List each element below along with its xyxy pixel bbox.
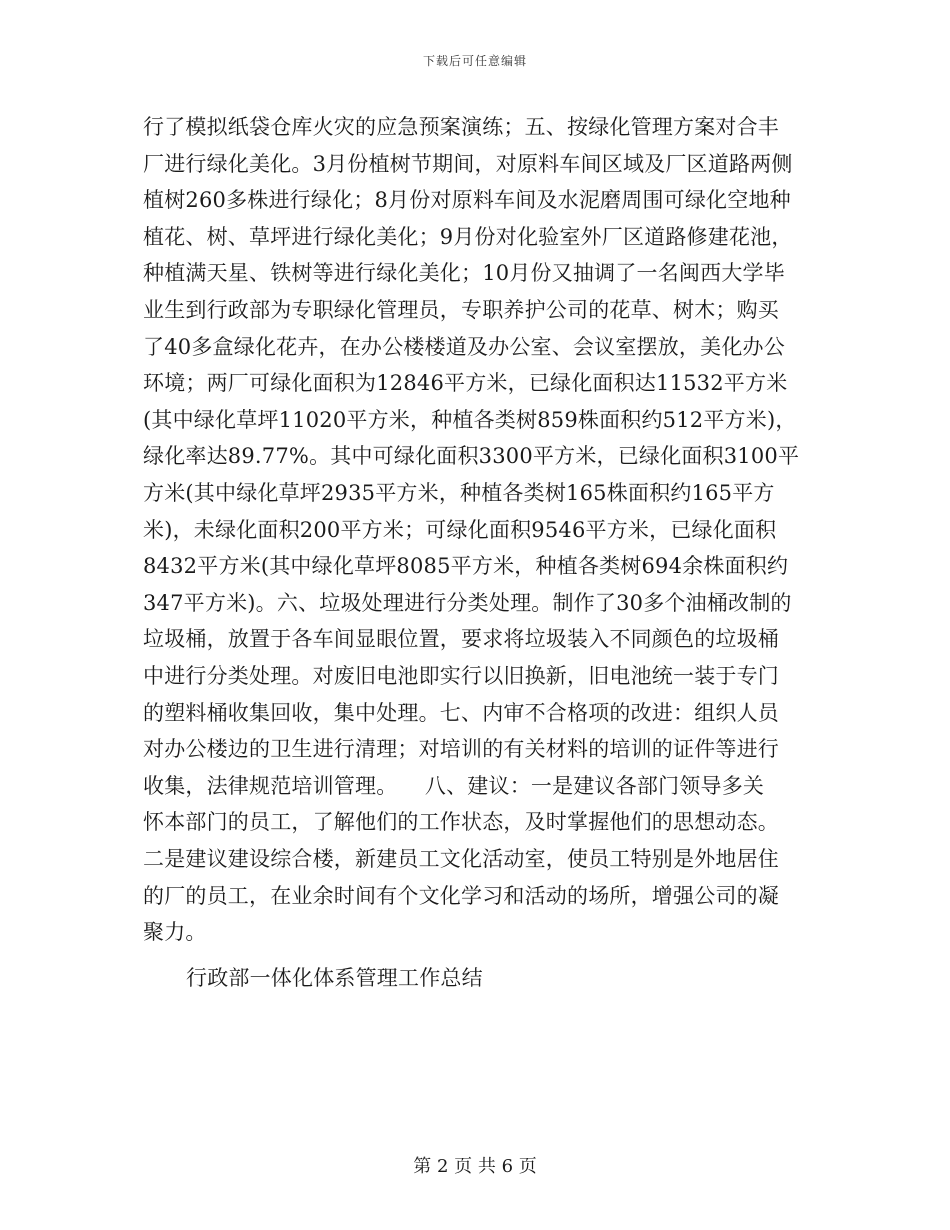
body-line: 二是建议建设综合楼，新建员工文化活动室，使员工特别是外地居住 — [143, 847, 779, 871]
page-footer: 第 2 页 共 6 页 — [413, 1156, 537, 1177]
body-line: 种植满天星、铁树等进行绿化美化；10月份又抽调了一名闽西大学毕 — [143, 261, 785, 286]
body-line: 绿化率达89.77%。其中可绿化面积3300平方米，已绿化面积3100平 — [143, 444, 800, 469]
body-line: (其中绿化草坪11020平方米，种植各类树859株面积约512平方米)， — [143, 407, 797, 432]
body-line: 怀本部门的员工，了解他们的工作状态，及时掌握他们的思想动态。 — [143, 810, 779, 835]
body-line: 植树260多株进行绿化；8月份对原料车间及水泥磨周围可绿化空地种 — [143, 188, 791, 213]
body-line: 米)，未绿化面积200平方米；可绿化面积9546平方米，已绿化面积 — [143, 517, 777, 542]
body-line: 业生到行政部为专职绿化管理员，专职养护公司的花草、树木；购买 — [143, 298, 779, 322]
body-line: 中进行分类处理。对废旧电池即实行以旧换新，旧电池统一装于专门 — [143, 664, 779, 688]
body-line: 环境；两厂可绿化面积为12846平方米，已绿化面积达11532平方米 — [143, 371, 788, 396]
body-line: 聚力。 — [143, 920, 207, 945]
body-line: 347平方米)。六、垃圾处理进行分类处理。制作了30多个油桶改制的 — [143, 590, 792, 615]
body-line: 厂进行绿化美化。3月份植树节期间，对原料车间区域及厂区道路两侧 — [143, 151, 793, 176]
body-line: 的厂的员工，在业余时间有个文化学习和活动的场所，增强公司的凝 — [143, 883, 779, 908]
page-header: 下载后可任意编辑 — [422, 54, 527, 68]
body-line: 8432平方米(其中绿化草坪8085平方米，种植各类树694余株面积约 — [143, 554, 789, 579]
body-line: 行了模拟纸袋仓库火灾的应急预案演练；五、按绿化管理方案对合丰 — [143, 115, 779, 139]
section-heading: 行政部一体化体系管理工作总结 — [186, 966, 483, 990]
body-line: 植花、树、草坪进行绿化美化；9月份对化验室外厂区道路修建花池， — [143, 224, 793, 249]
body-line: 的塑料桶收集回收，集中处理。七、内审不合格项的改进：组织人员 — [143, 700, 779, 725]
body-line: 垃圾桶，放置于各车间显眼位置，要求将垃圾装入不同颜色的垃圾桶 — [143, 627, 779, 652]
body-line: 收集，法律规范培训管理。 八、建议：一是建议各部门领导多关 — [143, 773, 765, 798]
body-line: 方米(其中绿化草坪2935平方米，种植各类树165株面积约165平方 — [143, 481, 775, 505]
body-line: 了40多盒绿化花卉，在办公楼楼道及办公室、会议室摆放，美化办公 — [143, 334, 785, 359]
body-line: 对办公楼边的卫生进行清理；对培训的有关材料的培训的证件等进行 — [143, 737, 779, 762]
